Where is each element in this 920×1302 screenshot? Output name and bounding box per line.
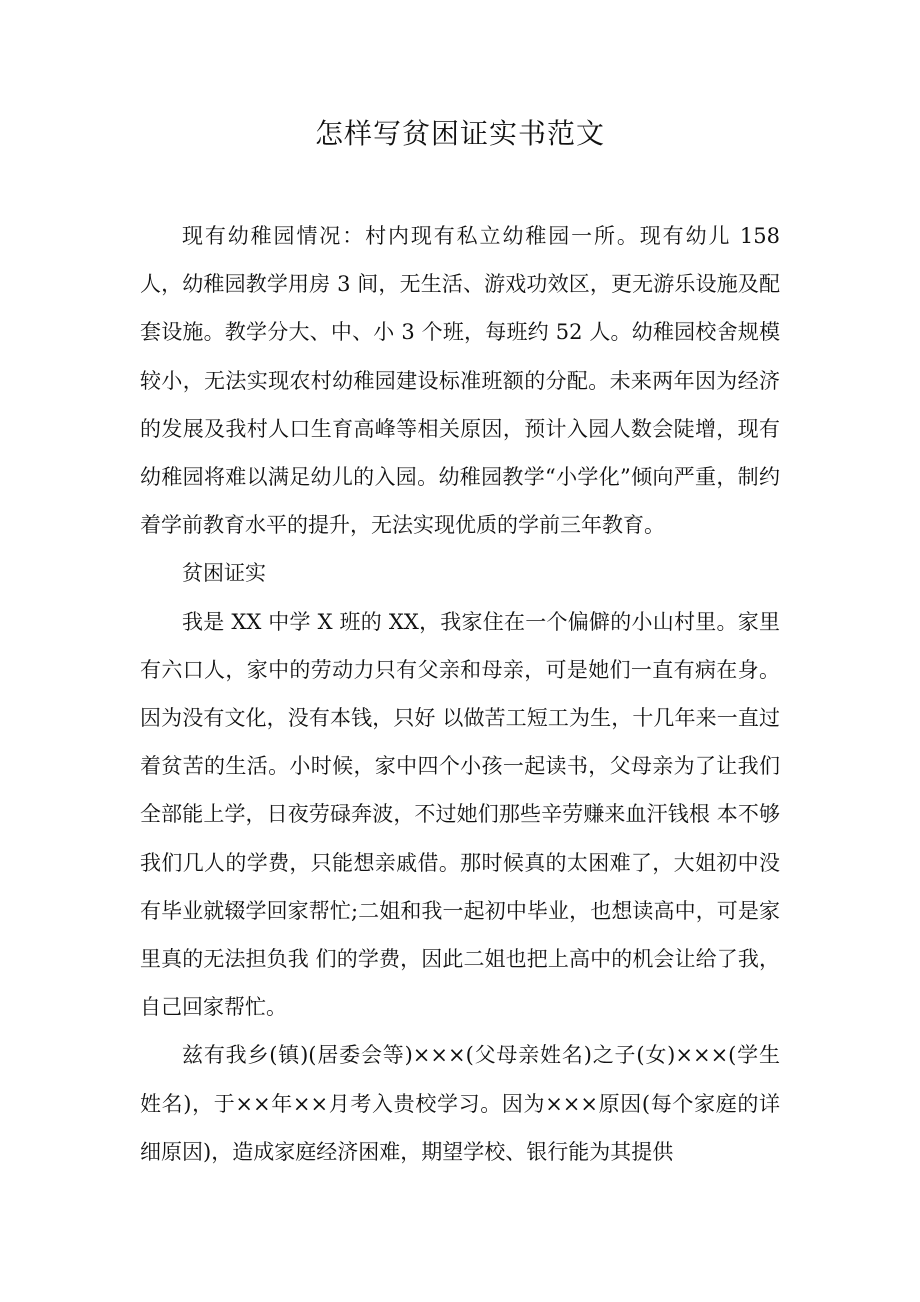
paragraph-kindergarten-situation: 现有幼稚园情况：村内现有私立幼稚园一所。现有幼儿 158 人，幼稚园教学用房 3 间，无生活、游戏功效区，更无游乐设施及配套设施。教学分大、中、小 3 个班，每班约 52 人。幼稚园校舍规模较小，无法实现农村幼稚园建设标准班额的分配。未来两年因为经济的发展及我村人口生育高峰等相关原因，预计入园人数会陡增，现有幼稚园将难以满足幼儿的入园。幼稚园教学“小学化”倾向严重，制约着学前教育水平的提升，无法实现优质的学前三年教育。 [140,224,780,538]
paragraph-heading-poverty-proof: 贫困证实 [182,561,266,586]
document-title: 怎样写贫困证实书范文 [314,117,605,150]
document-body [140,212,780,1176]
paragraph-certification-template: 兹有我乡(镇)(居委会等)×××(父母亲姓名)之子(女)×××(学生姓名)，于××年××月考入贵校学习。因为×××原因(每个家庭的详细原因)，造成家庭经济困难，期望学校、银行能为其提供 [140,1043,780,1164]
paragraph-student-statement: 我是 XX 中学 X 班的 XX，我家住在一个偏僻的小山村里。家里有六口人，家中的劳动力只有父亲和母亲，可是她们一直有病在身。因为没有文化，没有本钱，只好 以做苦工短工为生，十几年来一直过着贫苦的生活。小时候，家中四个小孩一起读书，父母亲为了让我们全部能上学，日夜劳碌奔波，不过她们那些辛劳赚来血汗钱根 本不够我们几人的学费，只能想亲戚借。那时候真的太困难了，大姐初中没有毕业就辍学回家帮忙;二姐和我一起初中毕业，也想读高中，可是家里真的无法担负我 们的学费，因此二姐也把上高中的机会让给了我，自己回家帮忙。 [140,609,780,1020]
